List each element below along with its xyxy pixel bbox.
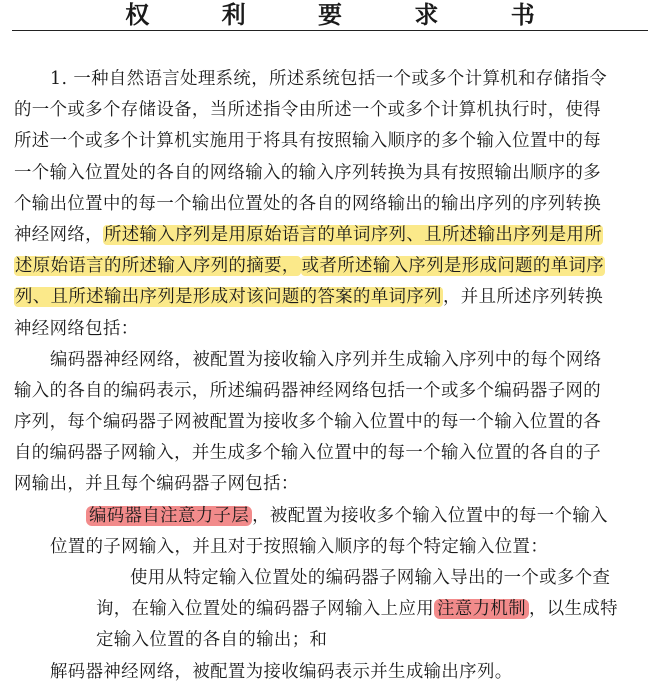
text-line: 解码器神经网络，被配置为接收编码表示并生成输出序列。 xyxy=(50,661,513,682)
highlight-red: 注意力机制 xyxy=(434,599,529,619)
highlight-yellow: 述原始语言的所述输入序列的摘要， xyxy=(15,256,300,277)
highlight-red: 编码器自注意力子层 xyxy=(86,506,252,526)
text-segment: 神经网络， xyxy=(14,224,103,245)
text-segment: ，以生成特 xyxy=(529,599,618,620)
text-line: 个输出位置中的每一个输出位置处的各自的网络输出的输出序列的序列转换 xyxy=(14,193,602,214)
claim-body xyxy=(14,64,654,688)
text-line: 自的编码器子网输入，并生成多个输入位置中的每一个输入位置的各自的子 xyxy=(14,443,602,464)
text-line: 使用从特定输入位置处的编码器子网输入导出的一个或多个查 xyxy=(130,568,611,588)
text-line: 位置的子网输入，并且对于按照输入顺序的每个特定输入位置： xyxy=(50,536,549,557)
text-line xyxy=(14,251,654,282)
text-line: 一个输入位置处的各自的网络输入的输入序列转换为具有按照输出顺序的多 xyxy=(14,162,602,183)
text-line: 1. 一种自然语言处理系统，所述系统包括一个或多个计算机和存储指令 xyxy=(50,69,608,89)
highlight-yellow: 列、且所述输出序列是形成对该问题的答案的单词序列 xyxy=(15,287,442,308)
page-title: 权 利 要 求 书 xyxy=(125,0,567,29)
text-line xyxy=(14,282,654,313)
text-segment: ，被配置为接收多个输入位置中的每一个输入 xyxy=(252,505,608,526)
text-line: 编码器神经网络，被配置为接收输入序列并生成输入序列中的每个网络 xyxy=(50,349,602,370)
text-line xyxy=(14,220,654,251)
text-line xyxy=(14,594,654,625)
text-segment: 询，在输入位置处的编码器子网输入上应用 xyxy=(96,599,435,620)
text-line: 的一个或多个存储设备，当所述指令由所述一个或多个计算机执行时，使得 xyxy=(14,100,602,121)
text-line: 网输出，并且每个编码器子网包括： xyxy=(14,474,299,495)
text-line: 序列，每个编码器子网被配置为接收多个输入位置中的每一个输入位置的各 xyxy=(14,412,602,433)
highlight-yellow: 或者所述输入序列是形成问题的单词序 xyxy=(301,256,605,277)
text-line: 神经网络包括： xyxy=(14,318,139,339)
text-line: 所述一个或多个计算机实施用于将具有按照输入顺序的多个输入位置中的每 xyxy=(14,131,602,152)
highlight-yellow: 所述输入序列是用原始语言的单词序列、且所述输出序列是用所 xyxy=(103,224,603,245)
text-segment: ，并且所述序列转换 xyxy=(442,287,604,308)
text-line xyxy=(14,501,654,532)
text-line: 输入的各自的编码表示，所述编码器神经网络包括一个或多个编码器子网的 xyxy=(14,380,602,401)
title-divider xyxy=(12,30,648,31)
text-line: 定输入位置的各自的输出；和 xyxy=(96,630,328,651)
